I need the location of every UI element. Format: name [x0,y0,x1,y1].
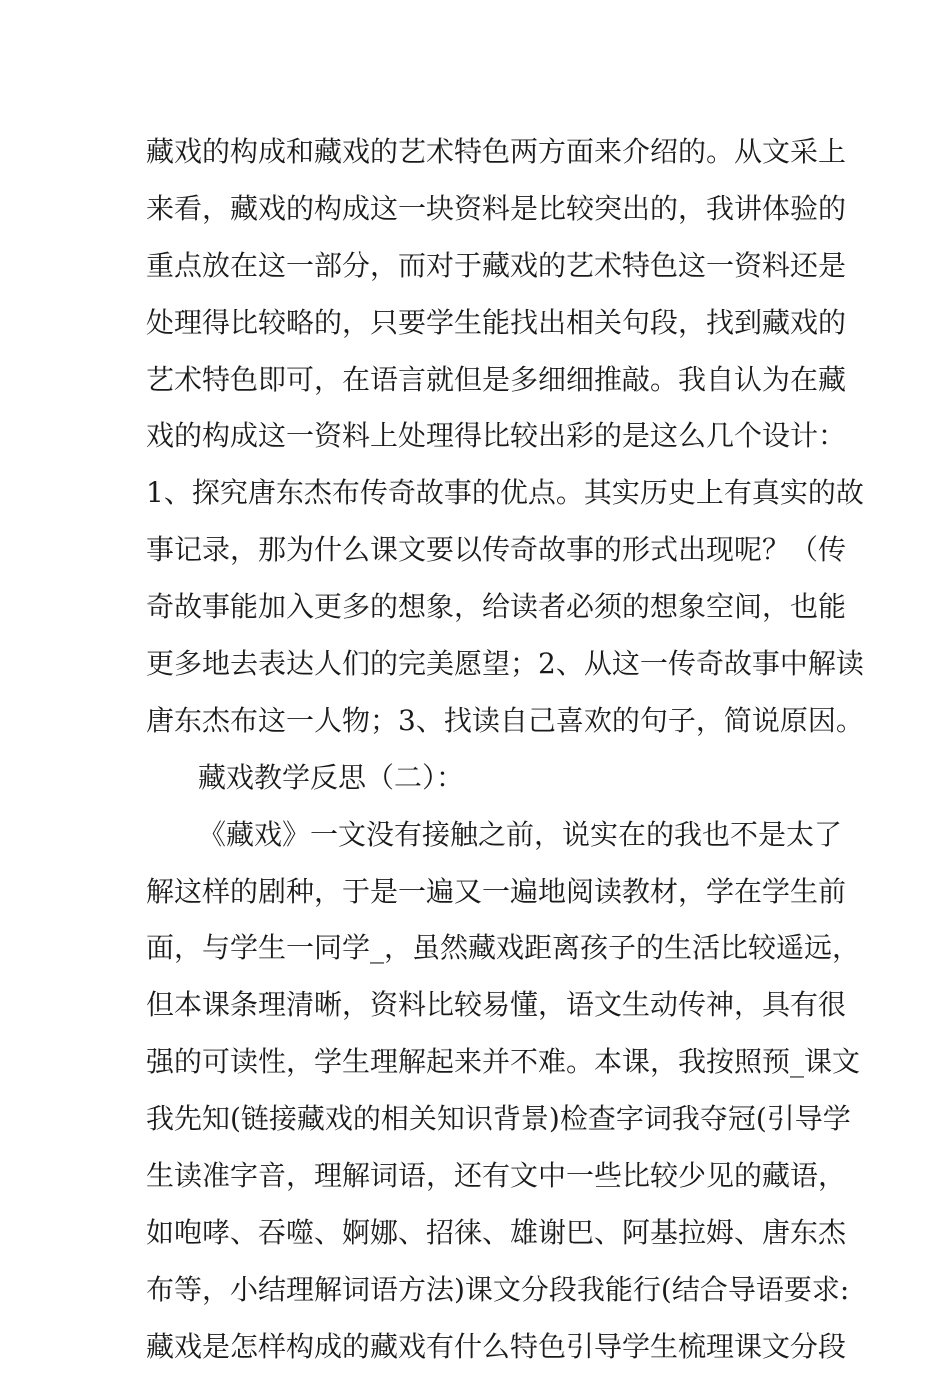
text-line: 藏戏的构成和藏戏的艺术特色两方面来介绍的。从文采上 [146,135,847,168]
text-line: 来看，藏戏的构成这一块资料是比较突出的，我讲体验的 [146,191,847,225]
text-line: 解这样的剧种，于是一遍又一遍地阅读教材，学在学生前 [146,874,847,908]
text-line: 我先知(链接藏戏的相关知识背景)检查字词我夺冠(引导学 [146,1102,851,1136]
text-line: 1、探究唐东杰布传奇故事的优点。其实历史上有真实的故 [146,476,864,510]
text-line: 但本课条理清晰，资料比较易懂，语文生动传神，具有很 [146,988,847,1022]
text-line: 戏的构成这一资料上处理得比较出彩的是这么几个设计： [146,419,847,453]
text-line: 《藏戏》一文没有接触之前，说实在的我也不是太了 [198,817,843,851]
text-line: 重点放在这一部分，而对于藏戏的艺术特色这一资料还是 [146,248,847,282]
text-line: 藏戏是怎样构成的藏戏有什么特色引导学生梳理课文分段 [146,1329,847,1363]
text-line: 强的可读性，学生理解起来并不难。本课，我按照预_课文 [146,1045,861,1079]
text-line: 如咆哮、吞噬、婀娜、招徕、雄谢巴、阿基拉姆、唐东杰 [146,1215,847,1249]
section-heading: 藏戏教学反思（二）： [198,760,465,794]
text-line: 事记录，那为什么课文要以传奇故事的形式出现呢？（传 [146,533,847,567]
text-line: 处理得比较略的，只要学生能找出相关句段，找到藏戏的 [146,305,847,339]
text-line: 生读准字音，理解词语，还有文中一些比较少见的藏语， [146,1159,847,1193]
document-body [146,124,864,1376]
text-line: 面，与学生一同学_，虽然藏戏距离孩子的生活比较遥远， [146,931,861,965]
text-line: 布等，小结理解词语方法)课文分段我能行(结合导语要求: [146,1272,850,1306]
text-line: 更多地去表达人们的完美愿望；2、从这一传奇故事中解读 [146,647,864,681]
text-line: 艺术特色即可，在语言就但是多细细推敲。我自认为在藏 [146,362,847,396]
text-line: 奇故事能加入更多的想象，给读者必须的想象空间，也能 [146,590,847,624]
text-line: 唐东杰布这一人物；3、找读自己喜欢的句子，简说原因。 [146,703,864,737]
